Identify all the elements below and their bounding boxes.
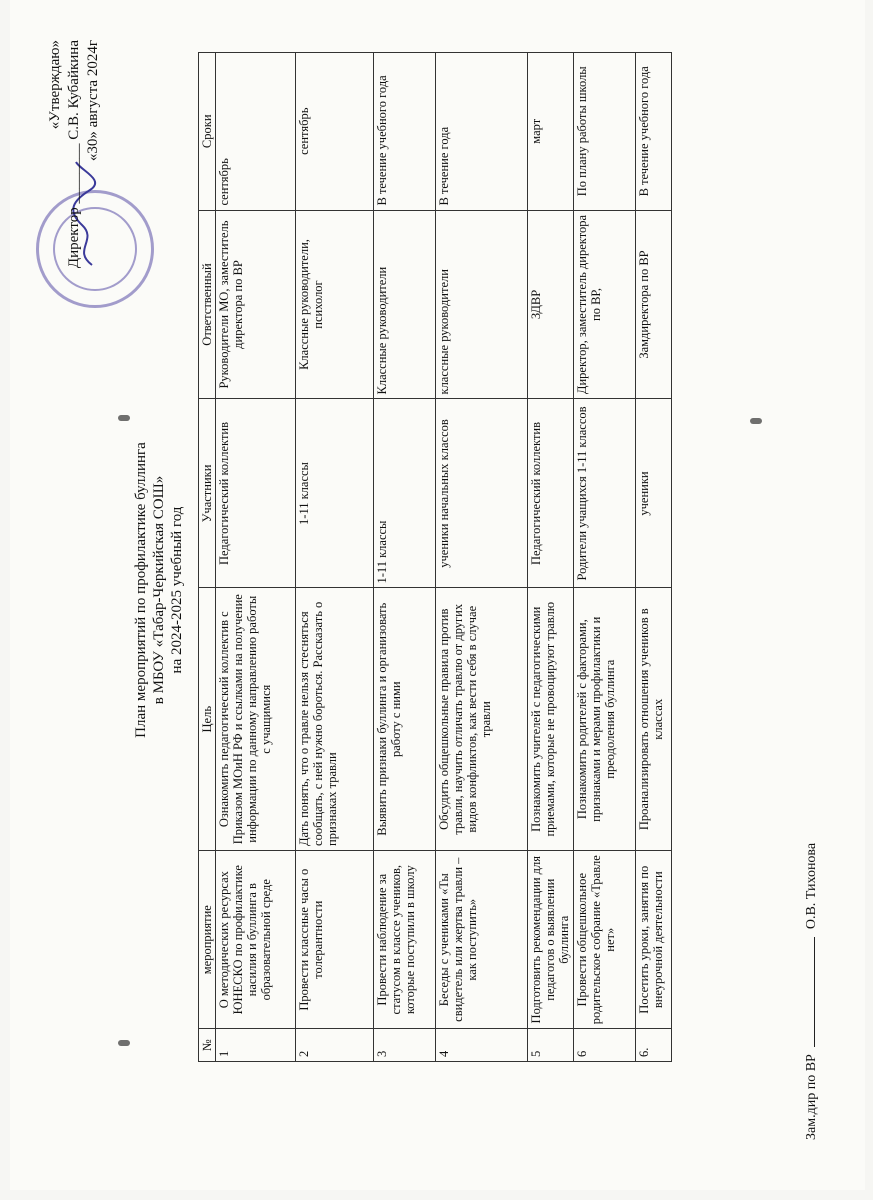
events-table [198,52,672,1062]
cell-goal: Познакомить родителей с факторами, признаками и мерами профилактики и преодоления буллинга [574,588,636,850]
cell-number: 6 [574,1029,636,1062]
cell-deadline: В течение учебного года [636,53,672,211]
header-participants: Участники [199,399,216,588]
header-goal: Цель [199,588,216,850]
deputy-label: Зам.дир по ВР [804,1054,819,1140]
cell-participants: Родители учащихся 1-11 классов [574,399,636,588]
header-deadline: Сроки [199,53,216,211]
cell-participants: Педагогический коллектив [216,399,296,588]
approval-director: Директор ________ С.В. Кубайкина [66,40,82,269]
title-line-1: План мероприятий по профилактике буллинга [133,442,149,738]
header-event: мероприятие [199,850,216,1028]
title-line-3: на 2024-2025 учебный год [169,506,185,674]
cell-responsible: Классные руководители, психолог [296,210,374,399]
cell-responsible: Классные руководители [374,210,436,399]
approval-date: «30» августа 2024г [85,40,101,162]
cell-responsible: Замдиректора по ВР [636,210,672,399]
deputy-name: О.В. Тихонова [804,842,819,930]
cell-goal: Дать понять, что о травле нельзя стесняться сообщать, с ней нужно бороться. Рассказать о признаках травли [296,588,374,850]
header-responsible: Ответственный [199,210,216,399]
table-row [574,53,636,1062]
cell-event: Беседы с учениками «Ты свидетель или жертва травли – как поступить» [436,850,528,1028]
table-row [528,53,574,1062]
cell-deadline: В течение учебного года [374,53,436,211]
cell-number: 6. [636,1029,672,1062]
cell-number: 5 [528,1029,574,1062]
cell-participants: ученики [636,399,672,588]
cell-responsible: ЗДВР [528,210,574,399]
cell-responsible: классные руководители [436,210,528,399]
cell-deadline: По плану работы школы [574,53,636,211]
cell-deadline: сентябрь [216,53,296,211]
cell-goal: Обсудить общешкольные правила против травли, научить отличать травлю от других видов конфликтов, как вести себя в случае травли [436,588,528,850]
deputy-signature-line [802,843,820,1140]
cell-number: 1 [216,1029,296,1062]
cell-deadline: март [528,53,574,211]
cell-participants: 1-11 классы [296,399,374,588]
approval-heading: «Утверждаю» [47,40,63,130]
cell-deadline: В течение года [436,53,528,211]
document-title [132,40,186,1140]
table-row [216,53,296,1062]
cell-goal: Выявить признаки буллинга и организовать работу с ними [374,588,436,850]
cell-event: Провести наблюдение за статусом в классе учеников, которые поступили в школу [374,850,436,1028]
cell-event: Провести классные часы о толерантности [296,850,374,1028]
cell-number: 3 [374,1029,436,1062]
cell-event: О методических ресурсах ЮНЕСКО по профилактике насилия и буллинга в образовательной среде [216,850,296,1028]
title-line-2: в МБОУ «Табар-Черкийская СОШ» [151,475,167,705]
table-row [296,53,374,1062]
cell-responsible: Директор, заместитель директора по ВР, [574,210,636,399]
cell-participants: ученики начальных классов [436,399,528,588]
table-header-row [199,53,216,1062]
cell-event: Подготовить рекомендации для педагогов о выявлении буллинга [528,850,574,1028]
cell-event: Посетить уроки, занятия по внеурочной деятельности [636,850,672,1028]
table-row [436,53,528,1062]
cell-participants: Педагогический коллектив [528,399,574,588]
cell-number: 2 [296,1029,374,1062]
cell-deadline: сентябрь [296,53,374,211]
approval-block [46,40,103,340]
cell-goal: Ознакомить педагогический коллектив с Приказом МОиН РФ и ссылками на получение информации по данному направлению работы с учащимися [216,588,296,850]
signature-underline [802,937,815,1047]
cell-participants: 1-11 классы [374,399,436,588]
cell-number: 4 [436,1029,528,1062]
cell-goal: Познакомить учителей с педагогическими приемами, которые не провоцируют травлю [528,588,574,850]
rotated-document [40,40,840,1140]
table-row [374,53,436,1062]
header-number: № [199,1029,216,1062]
table-row [636,53,672,1062]
cell-goal: Проанализировать отношения учеников в классах [636,588,672,850]
cell-event: Провести общешкольное родительское собрание «Травле нет» [574,850,636,1028]
cell-responsible: Руководители МО, заместитель директора по ВР [216,210,296,399]
